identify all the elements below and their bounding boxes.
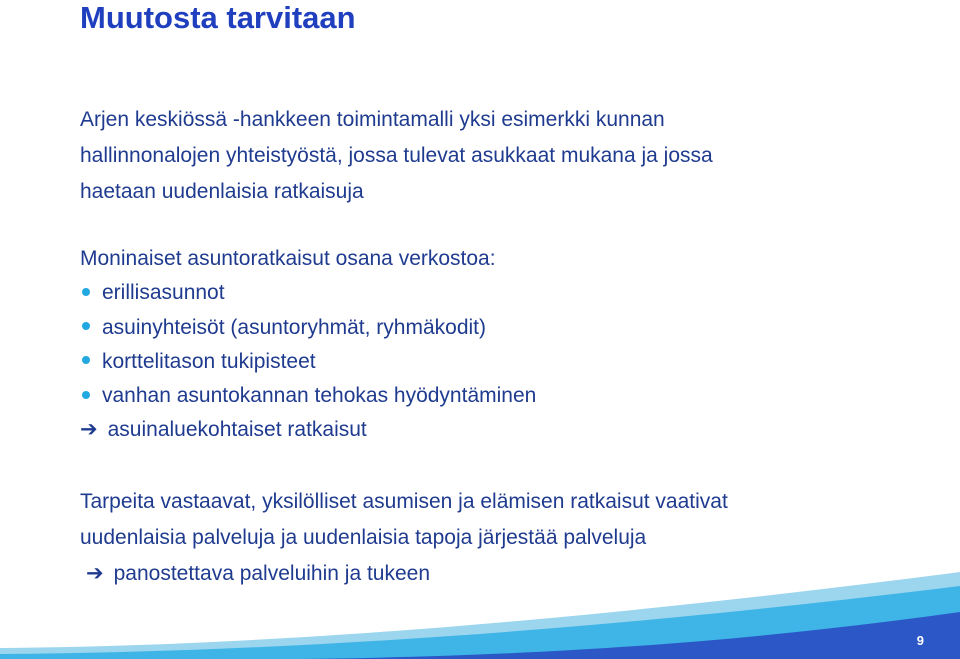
arrow-right-icon: ➔	[80, 418, 98, 442]
bullet-dot-icon	[82, 391, 90, 399]
bullet-item	[80, 276, 536, 310]
conclusion-text: asuinaluekohtaiset ratkaisut	[107, 418, 367, 442]
network-heading: Moninaiset asuntoratkaisut osana verkostoa:	[80, 247, 496, 270]
needs-line: uudenlaisia palveluja ja uudenlaisia tapoja järjestää palveluja	[80, 526, 647, 549]
intro-line: hallinnonalojen yhteistyöstä, jossa tulevat asukkaat mukana ja jossa	[80, 144, 713, 167]
bullet-text: asuinyhteisöt (asuntoryhmät, ryhmäkodit)	[102, 315, 486, 339]
bullet-text: erillisasunnot	[102, 281, 225, 305]
bullet-dot-icon	[82, 288, 90, 296]
arrow-right-icon: ➔	[86, 562, 104, 585]
slide-title: Muutosta tarvitaan	[80, 0, 356, 35]
bullet-item	[80, 345, 536, 379]
needs-conclusion-text: panostettava palveluihin ja tukeen	[113, 562, 431, 585]
bullet-dot-icon	[82, 356, 90, 364]
network-section	[80, 242, 536, 448]
page-number: 9	[916, 633, 924, 648]
bullet-text: korttelitason tukipisteet	[102, 349, 316, 373]
needs-conclusion	[80, 556, 728, 592]
needs-paragraph	[80, 484, 728, 592]
intro-line: Arjen keskiössä -hankkeen toimintamalli yksi esimerkki kunnan	[80, 108, 665, 131]
needs-line: Tarpeita vastaavat, yksilölliset asumisen ja elämisen ratkaisut vaativat	[80, 490, 728, 513]
bullet-item	[80, 379, 536, 413]
bullet-item	[80, 311, 536, 345]
intro-paragraph	[80, 102, 713, 210]
conclusion-item	[80, 413, 536, 447]
bullet-text: vanhan asuntokannan tehokas hyödyntäminen	[102, 384, 537, 408]
intro-line: haetaan uudenlaisia ratkaisuja	[80, 180, 364, 203]
bullet-dot-icon	[82, 322, 90, 330]
